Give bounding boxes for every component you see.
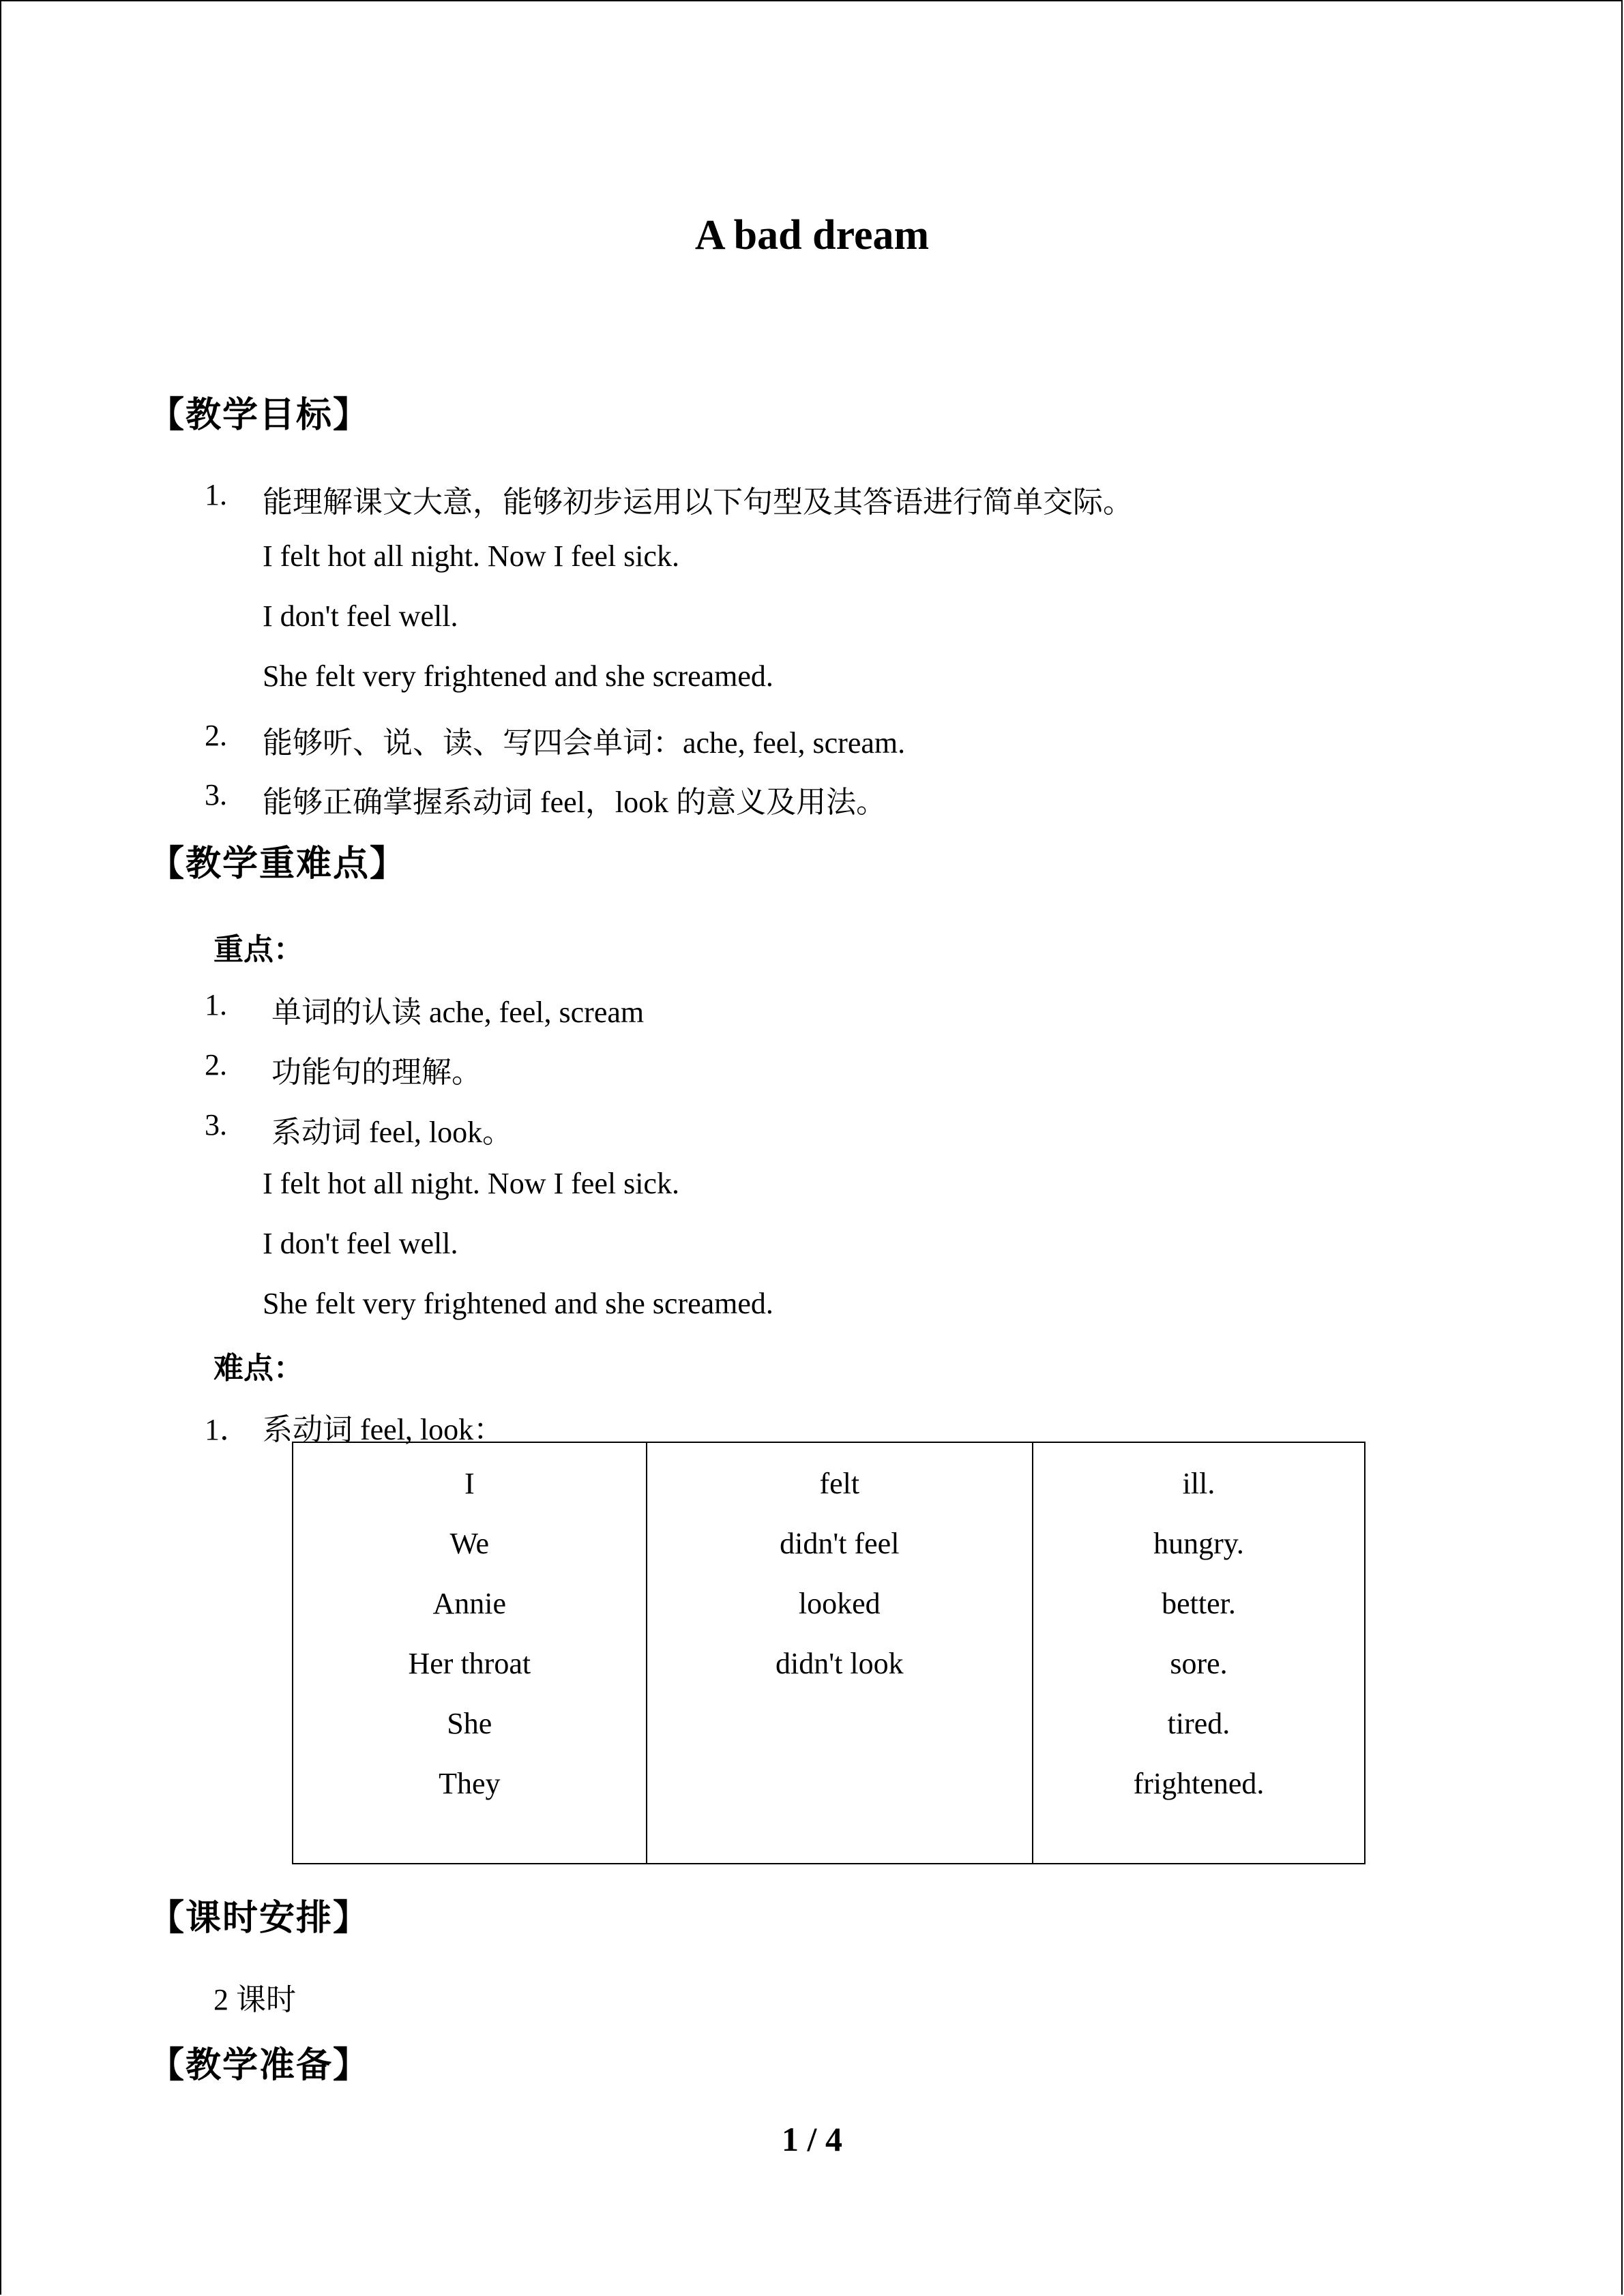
objective-sentence-1: I felt hot all night. Now I feel sick. — [263, 539, 679, 573]
table-cell-verb: felt — [819, 1467, 860, 1500]
objective-number-2: 2. — [205, 719, 227, 752]
table-cell-subject: Her throat — [408, 1647, 531, 1680]
section-heading-key-points: 【教学重难点】 — [149, 844, 407, 884]
table-cell-adjective: frightened. — [1133, 1767, 1265, 1800]
section-heading-preparation: 【教学准备】 — [149, 2045, 370, 2086]
schedule-text: 2 课时 — [213, 1983, 296, 2016]
focus-text-2: 功能句的理解。 — [271, 1056, 482, 1089]
focus-text-3: 系动词 feel, look。 — [271, 1116, 513, 1149]
table-cell-adjective: sore. — [1170, 1647, 1228, 1680]
table-cell-subject: She — [447, 1707, 492, 1740]
page-number: 1 / 4 — [782, 2120, 842, 2158]
objective-sentence-3: She felt very frightened and she screamed. — [263, 659, 773, 693]
document-title: A bad dream — [694, 212, 930, 258]
table-cell-adjective: tired. — [1167, 1707, 1230, 1740]
focus-number-1: 1. — [205, 988, 227, 1022]
focus-sentence-2: I don't feel well. — [263, 1227, 458, 1260]
objective-number-1: 1. — [205, 478, 227, 511]
difficulty-number-1: 1． — [205, 1413, 250, 1446]
section-heading-objectives: 【教学目标】 — [149, 395, 370, 436]
table-cell-subject: They — [439, 1767, 501, 1800]
table-cell-subject: I — [464, 1467, 475, 1500]
focus-number-3: 3. — [205, 1108, 227, 1142]
objective-text-1: 能理解课文大意，能够初步运用以下句型及其答语进行简单交际。 — [263, 486, 1133, 519]
table-cell-adjective: better. — [1162, 1587, 1236, 1620]
focus-label: 重点： — [213, 932, 304, 967]
focus-number-2: 2. — [205, 1048, 227, 1082]
table-column-subjects — [293, 1442, 647, 1864]
table-cell-verb: didn't look — [775, 1647, 904, 1680]
table-cell-subject: Annie — [432, 1587, 507, 1620]
table-cell-adjective: hungry. — [1153, 1527, 1244, 1560]
objective-text-2: 能够听、说、读、写四会单词：ache, feel, scream. — [263, 726, 906, 760]
difficulty-text-1: 系动词 feel, look： — [263, 1413, 504, 1446]
objective-sentence-2: I don't feel well. — [263, 599, 458, 633]
difficulty-label: 难点： — [213, 1351, 304, 1386]
table-column-adjectives — [1033, 1442, 1365, 1864]
table-cell-verb: didn't feel — [780, 1527, 900, 1560]
focus-text-1: 单词的认读 ache, feel, scream — [271, 996, 645, 1029]
objective-number-3: 3. — [205, 778, 227, 811]
table-cell-verb: looked — [798, 1587, 881, 1620]
table-column-verbs — [647, 1442, 1033, 1864]
table-cell-adjective: ill. — [1182, 1467, 1215, 1500]
focus-sentence-3: She felt very frightened and she screamed. — [263, 1287, 773, 1320]
section-heading-schedule: 【课时安排】 — [149, 1898, 370, 1939]
objective-text-3: 能够正确掌握系动词 feel，look 的意义及用法。 — [263, 786, 887, 819]
table-cell-subject: We — [449, 1527, 490, 1560]
linking-verb-table — [292, 1442, 1365, 1864]
focus-sentence-1: I felt hot all night. Now I feel sick. — [263, 1167, 679, 1200]
